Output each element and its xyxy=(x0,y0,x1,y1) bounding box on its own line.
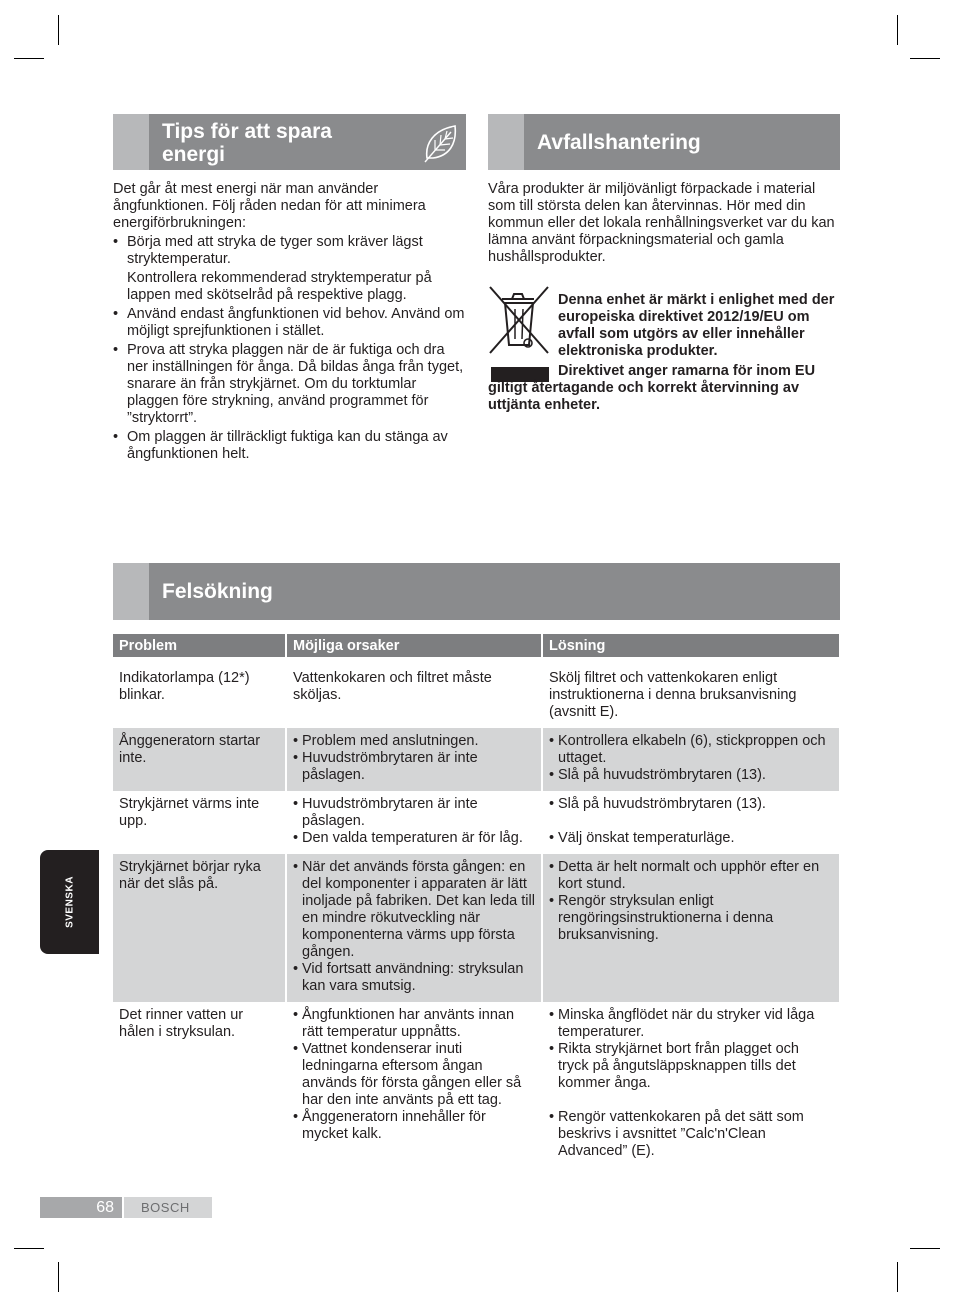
crop-mark xyxy=(910,58,940,59)
list-item: • Prova att stryka plaggen när de är fuktiga och dra ner inställningen för ånga. Då bildas ånga från tyget, snarare än från strykjärnet. Om du torktumlar plaggen före strykning, använd programmet för ”stryktorrt”. xyxy=(113,342,466,427)
cause-cell xyxy=(285,1002,541,1167)
header-stub xyxy=(113,114,149,170)
tips-title xyxy=(162,120,332,166)
list-item: • Rengör stryksulan enligt rengöringsinstruktionerna i denna bruksanvisning. xyxy=(549,893,833,944)
list-item: • Huvudströmbrytaren är inte påslagen. xyxy=(293,796,535,830)
list-item: • Välj önskat temperaturläge. xyxy=(549,830,833,847)
trouble-title: Felsökning xyxy=(162,580,273,603)
cause-list xyxy=(293,733,535,784)
list-item: • Slå på huvudströmbrytaren (13). xyxy=(549,796,833,813)
cause-list xyxy=(293,859,535,995)
leaf-icon xyxy=(421,122,461,164)
solution-cell xyxy=(541,791,839,854)
waste-directive-2: Direktivet anger ramarna för inom EU giltigt återtagande och korrekt återvinning av uttjänta enheter. xyxy=(488,363,816,413)
solution-list xyxy=(549,733,833,784)
tips-list xyxy=(113,234,466,463)
list-item-note: Kontrollera rekommenderad stryktemperatur på lappen med skötselråd på respektive plagg. xyxy=(127,270,432,303)
troubleshooting-table xyxy=(113,634,839,1167)
language-tab xyxy=(40,850,99,954)
crop-mark xyxy=(58,15,59,45)
list-item: • Slå på huvudströmbrytaren (13). xyxy=(549,767,833,784)
list-item: • Detta är helt normalt och upphör efter en kort stund. xyxy=(549,859,833,893)
solution-cell xyxy=(541,1002,839,1167)
language-tab-label: SVENSKA xyxy=(64,876,75,928)
table-row xyxy=(113,854,839,1002)
table-row xyxy=(113,791,839,854)
page-number: 68 xyxy=(96,1199,114,1216)
problem-cell: Indikatorlampa (12*) blinkar. xyxy=(119,670,250,703)
table-header-row xyxy=(113,634,839,657)
trouble-header xyxy=(113,563,840,620)
cause-list xyxy=(293,1007,535,1143)
list-item: • Vattnet kondenserar inuti ledningarna eftersom ångan används för första gången eller så har den inte använts på ett tag. xyxy=(293,1041,535,1109)
cause-list xyxy=(293,796,535,847)
list-item: • Minska ångflödet när du stryker vid låga temperaturer. xyxy=(549,1007,833,1041)
solution-list xyxy=(549,796,833,847)
waste-directive xyxy=(558,292,840,360)
cause-cell: Vattenkokaren och filtret måste sköljas. xyxy=(285,657,541,728)
tips-intro: Det går åt mest energi när man använder ångfunktionen. Följ råden nedan för att minimera energiförbrukningen: xyxy=(113,181,426,231)
solution-list xyxy=(549,1007,833,1160)
waste-directive-2-block xyxy=(488,363,840,414)
brand-box xyxy=(124,1197,212,1218)
col-header-problem: Problem xyxy=(113,634,285,657)
tips-title-line1: Tips för att spara xyxy=(162,120,332,143)
tips-title-line2: energi xyxy=(162,143,226,166)
list-item: • Om plaggen är tillräckligt fuktiga kan du stänga av ångfunktionen helt. xyxy=(113,429,466,463)
tips-header xyxy=(113,114,466,170)
crop-mark xyxy=(910,1248,940,1249)
list-item: • Rengör vattenkokaren på det sätt som beskrivs i avsnittet ”Calc'n'Clean Advanced” (E). xyxy=(549,1109,833,1160)
solution-cell xyxy=(541,854,839,1002)
problem-cell: Ånggeneratorn startar inte. xyxy=(113,728,285,791)
waste-header xyxy=(488,114,840,170)
list-item: • Den valda temperaturen är för låg. xyxy=(293,830,535,847)
list-item: • Kontrollera elkabeln (6), stickproppen och uttaget. xyxy=(549,733,833,767)
list-item: • Ånggeneratorn innehåller för mycket kalk. xyxy=(293,1109,535,1143)
col-header-solution: Lösning xyxy=(541,634,839,657)
crop-mark xyxy=(897,15,898,45)
list-item: • När det används första gången: en del komponenter i apparaten är lätt inoljade på fabriken. Det kan leda till en mindre rökutveckling när komponenterna värms upp första gången. xyxy=(293,859,535,961)
list-item: • Vid fortsatt användning: stryksulan kan vara smutsig. xyxy=(293,961,535,995)
waste-title: Avfallshantering xyxy=(537,131,701,154)
cause-cell xyxy=(285,728,541,791)
table-row xyxy=(113,728,839,791)
list-item: • Rikta strykjärnet bort från plagget och tryck på ångutsläppsknappen tills det kommer ånga. xyxy=(549,1041,833,1092)
problem-cell: Strykjärnet börjar ryka när det slås på. xyxy=(113,854,285,1002)
list-item: • Börja med att stryka de tyger som kräver lägst stryktemperatur. xyxy=(113,234,466,268)
waste-body xyxy=(488,181,840,266)
list-item: • Använd endast ångfunktionen vid behov. Använd om möjligt sprejfunktionen i stället. xyxy=(113,306,466,340)
list-item: • Huvudströmbrytaren är inte påslagen. xyxy=(293,750,535,784)
cause-cell xyxy=(285,854,541,1002)
waste-directive-1: Denna enhet är märkt i enlighet med der europeiska direktivet 2012/19/EU om avfall som utgörs av eller innehåller elektroniska produkter. xyxy=(558,292,835,359)
list-item: • Ångfunktionen har använts innan rätt temperatur uppnåtts. xyxy=(293,1007,535,1041)
col-header-causes: Möjliga orsaker xyxy=(285,634,541,657)
list-item: • Problem med anslutningen. xyxy=(293,733,535,750)
solution-list xyxy=(549,859,833,944)
tips-body xyxy=(113,181,466,463)
waste-intro: Våra produkter är miljövänligt förpackade i material som till största delen kan återvinnas. Hör med din kommun eller det lokala renhållningsverket var du kan lämna använt förpackningsmaterial och gamla hushållsprodukter. xyxy=(488,181,835,265)
crop-mark xyxy=(14,58,44,59)
header-stub xyxy=(488,114,524,170)
cause-cell xyxy=(285,791,541,854)
table-row xyxy=(113,1002,839,1167)
crop-mark xyxy=(58,1262,59,1292)
page-number-box xyxy=(40,1197,122,1218)
crop-mark xyxy=(14,1248,44,1249)
solution-cell: Skölj filtret och vattenkokaren enligt instruktionerna i denna bruksanvisning (avsnitt E). xyxy=(541,657,839,728)
problem-cell: Strykjärnet värms inte upp. xyxy=(119,796,260,829)
header-stub xyxy=(113,563,149,620)
problem-cell: Det rinner vatten ur hålen i stryksulan. xyxy=(119,1007,244,1040)
brand-label: BOSCH xyxy=(141,1200,190,1215)
solution-cell xyxy=(541,728,839,791)
table-row xyxy=(113,657,839,728)
crop-mark xyxy=(897,1262,898,1292)
